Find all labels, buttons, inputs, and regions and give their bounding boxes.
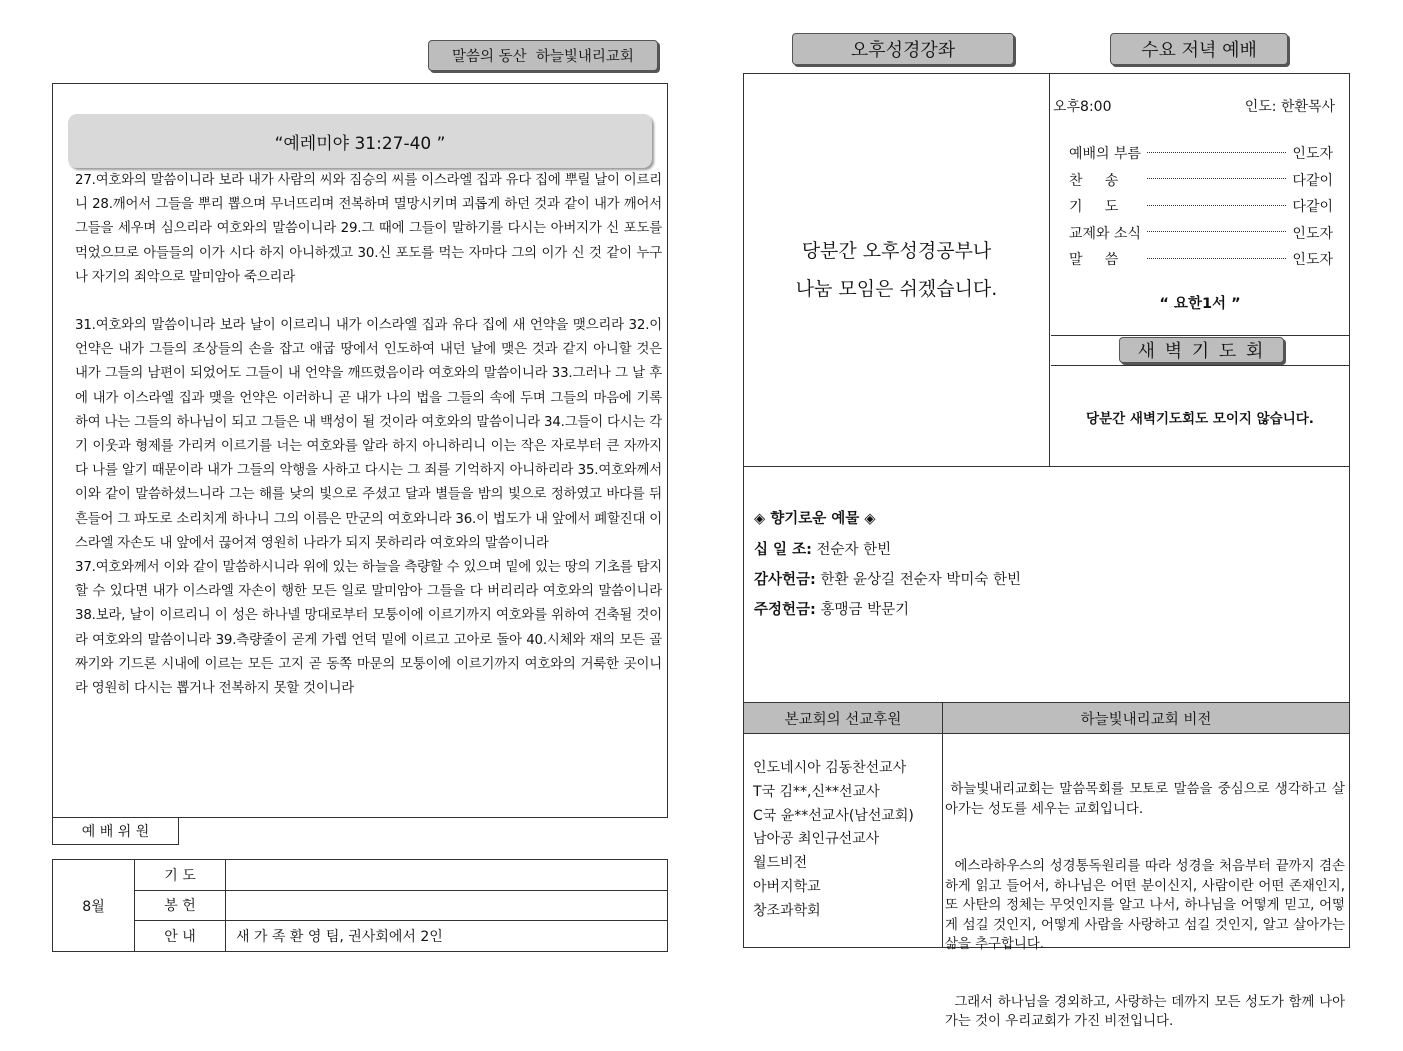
- committee-table-wrap: [52, 859, 668, 952]
- bottom-table-header: [744, 702, 1349, 734]
- offering-line: [754, 568, 1334, 589]
- afternoon-notice: [744, 74, 1050, 466]
- dot-leader: [1147, 205, 1286, 206]
- mission-item: C국 윤**선교사(남선교회): [753, 807, 914, 824]
- order-value: 인도자: [1292, 252, 1333, 269]
- committee-table: [52, 859, 668, 952]
- dot-leader: [1147, 258, 1286, 259]
- committee-month: 8월: [53, 860, 135, 952]
- scripture-paragraph: 27.여호와의 말씀이니라 보라 내가 사람의 씨와 짐승의 씨를 이스라엘 집과 유다 집에 뿌릴 날이 이르리니 28.깨어서 그들을 뿌리 뽑으며 무너뜨리며 전복하며 멸망시키며 괴롭게 하던 것과 같이 내가 깨어서 그들을 세우며 심으리라 여호와의 말씀이니라 29.그 때에 그들이 말하기를 다시는 아버지가 신 포도를 먹었으므로 아들들의 이가 시다 하지 아니하겠고 30.신 포도를 먹는 자마다 그의 이가 신 것 같이 누구나 자기의 죄악으로 말미암아 죽으리라: [75, 173, 662, 285]
- offerings-title: ◈ 향기로운 예물 ◈: [754, 511, 876, 527]
- mission-item: 인도네시아 김동찬선교사: [753, 760, 907, 776]
- wednesday-time: 오후8:00: [1053, 99, 1112, 115]
- offering-names: 전순자 한빈: [816, 542, 892, 558]
- mission-item: 남아공 최인규선교사: [753, 831, 880, 848]
- order-value: 다같이: [1292, 199, 1333, 216]
- missions-list: [753, 757, 939, 924]
- offering-label: 주정헌금:: [754, 602, 816, 618]
- section-divider: [744, 466, 1349, 467]
- mission-item: 창조과학회: [753, 902, 821, 919]
- vision-header: 하늘빛내리교회 비전: [1080, 711, 1212, 728]
- wednesday-service: [1051, 74, 1349, 336]
- mission-item: 아버지학교: [753, 878, 821, 895]
- sermon-title-banner: [68, 114, 652, 168]
- dot-leader: [1147, 231, 1286, 232]
- offering-names: 한환 윤상길 전순자 박미숙 한빈: [820, 572, 1021, 588]
- committee-role: 기 도: [135, 860, 226, 891]
- order-row: [1069, 246, 1333, 273]
- order-value: 인도자: [1292, 225, 1333, 242]
- scripture-text: [75, 169, 662, 701]
- order-label: 말 씀: [1069, 252, 1119, 269]
- scripture-paragraph: 31.여호와의 말씀이니라 보라 날이 이르리니 내가 이스라엘 집과 유다 집에 새 언약을 맺으리라 32.이 언약은 내가 그들의 조상들의 손을 잡고 애굽 땅에서 인도하여 내던 날에 맺은 것과 같지 아니할 것은 내가 그들의 남편이 되었어도 그들이 내 언약을 깨뜨렸음이라 여호와의 말씀이니라 33.그러나 그 날 후에 내가 이스라엘 집과 맺을 언약은 이러하니 곧 내가 나의 법을 그들의 속에 두며 그들의 마음에 기록하여 나는 그들의 하나님이 되고 그들은 내 백성이 될 것이라 여호와의 말씀이니라 34.그들이 다시는 각기 이웃과 형제를 가리켜 이르기를 너는 여호와를 알라 하지 아니하리니 이는 작은 자로부터 큰 자까지 다 나를 알기 때문이라 내가 그들의 악행을 사하고 다시는 그 죄를 기억하지 아니하리라 35.여호와께서 이와 같이 말씀하셨느니라 그는 해를 낮의 빛으로 주셨고 달과 별들을 밤의 빛으로 정하였고 바다를 뒤흔들어 그 파도로 소리치게 하나니 그의 이름은 만군의 여호와니라 36.이 법도가 내 앞에서 폐할진대 이스라엘 자손도 내 앞에서 끊어져 영원히 나라가 되지 못하리라 여호와의 말씀이니라: [75, 318, 662, 551]
- offering-line: [754, 538, 1334, 559]
- offering-label: 감사헌금:: [754, 572, 816, 588]
- dawn-notice: 당분간 새벽기도회도 모이지 않습니다.: [1086, 410, 1314, 427]
- order-row: [1069, 167, 1333, 194]
- wednesday-title: 수요 저녁 예배: [1110, 33, 1288, 65]
- dot-leader: [1147, 178, 1286, 179]
- vision-text: [945, 742, 1350, 1051]
- vision-paragraph: 그래서 하나님을 경외하고, 사랑하는 데까지 모든 성도가 함께 나아가는 것이 우리교회가 가진 비전입니다.: [945, 994, 1346, 1029]
- committee-role: 안 내: [135, 921, 226, 952]
- order-label: 기 도: [1069, 199, 1119, 216]
- committee-value: [226, 890, 668, 921]
- wednesday-leader: 인도: 한환목사: [1244, 99, 1335, 115]
- dawn-title: 새 벽 기 도 회: [1119, 337, 1284, 363]
- missions-header: 본교회의 선교후원: [744, 703, 943, 733]
- church-header-tag: 말씀의 동산 하늘빛내리교회: [428, 40, 658, 71]
- vision-paragraph: 에스라하우스의 성경통독원리를 따라 성경을 처음부터 끝까지 겸손하게 읽고 들어서, 하나님은 어떤 분이신지, 사람이란 어떤 존재인지, 또 사탄의 정체는 무엇인지를 알고 나서, 하나님을 어떻게 믿고, 어떻게 섬길 것인지, 어떻게 사람을 사랑하고 섬길 것인지, 알고 살아가는 삶을 추구합니다.: [945, 859, 1350, 952]
- order-of-worship: [1069, 140, 1333, 273]
- offering-label: 십 일 조:: [754, 542, 812, 558]
- offering-names: 홍맹금 박문기: [820, 602, 910, 618]
- order-value: 다같이: [1292, 172, 1333, 189]
- afternoon-title: 오후성경강좌: [792, 33, 1014, 65]
- mission-item: T국 김**,신**선교사: [753, 783, 880, 800]
- order-row: [1069, 220, 1333, 247]
- bottom-table-divider: [942, 734, 943, 947]
- committee-value: [226, 860, 668, 891]
- afternoon-notice-line: 당분간 오후성경공부나: [801, 240, 992, 262]
- offering-line: [754, 598, 1334, 619]
- dot-leader: [1147, 152, 1286, 153]
- committee-value: 새 가 족 환 영 팀, 권사회에서 2인: [226, 921, 668, 952]
- scripture-box: [52, 83, 668, 818]
- offerings-section: [754, 507, 1334, 628]
- wednesday-text: “ 요한1서 ”: [1159, 296, 1241, 312]
- dawn-title-row: [1051, 336, 1349, 366]
- sermon-title: “예레미야 31:27-40 ”: [274, 133, 446, 154]
- order-row: [1069, 140, 1333, 167]
- vision-paragraph: 하늘빛내리교회는 말씀목회를 모토로 말씀을 중심으로 생각하고 살아가는 성도를 세우는 교회입니다.: [945, 782, 1345, 817]
- committee-role: 봉 헌: [135, 890, 226, 921]
- order-row: [1069, 193, 1333, 220]
- scripture-paragraph: 37.여호와께서 이와 같이 말씀하시니라 위에 있는 하늘을 측량할 수 있으며 밑에 있는 땅의 기초를 탐지할 수 있다면 내가 이스라엘 자손이 행한 모든 일로 말미암아 그들을 다 버리리라 여호와의 말씀이니라 38.보라, 날이 이르리니 이 성은 하나넬 망대로부터 모퉁이에 이르기까지 여호와를 위하여 건축될 것이라 여호와의 말씀이니라 39.측량줄이 곧게 가렙 언덕 밑에 이르고 고아로 돌아 40.시체와 재의 모든 골짜기와 기드론 시내에 이르는 모든 고지 곧 동쪽 마문의 모퉁이에 이르기까지 여호와의 거룩한 곳이니라 영원히 다시는 뽑거나 전복하지 못할 것이니라: [75, 560, 662, 697]
- order-label: 교제와 소식: [1069, 225, 1142, 242]
- afternoon-notice-line: 나눔 모임은 쉬겠습니다.: [795, 278, 998, 300]
- order-label: 찬 송: [1069, 172, 1119, 189]
- mission-item: 월드비전: [753, 855, 808, 872]
- order-value: 인도자: [1292, 146, 1333, 163]
- order-label: 예배의 부름: [1069, 146, 1142, 163]
- committee-label: 예 배 위 원: [52, 817, 179, 845]
